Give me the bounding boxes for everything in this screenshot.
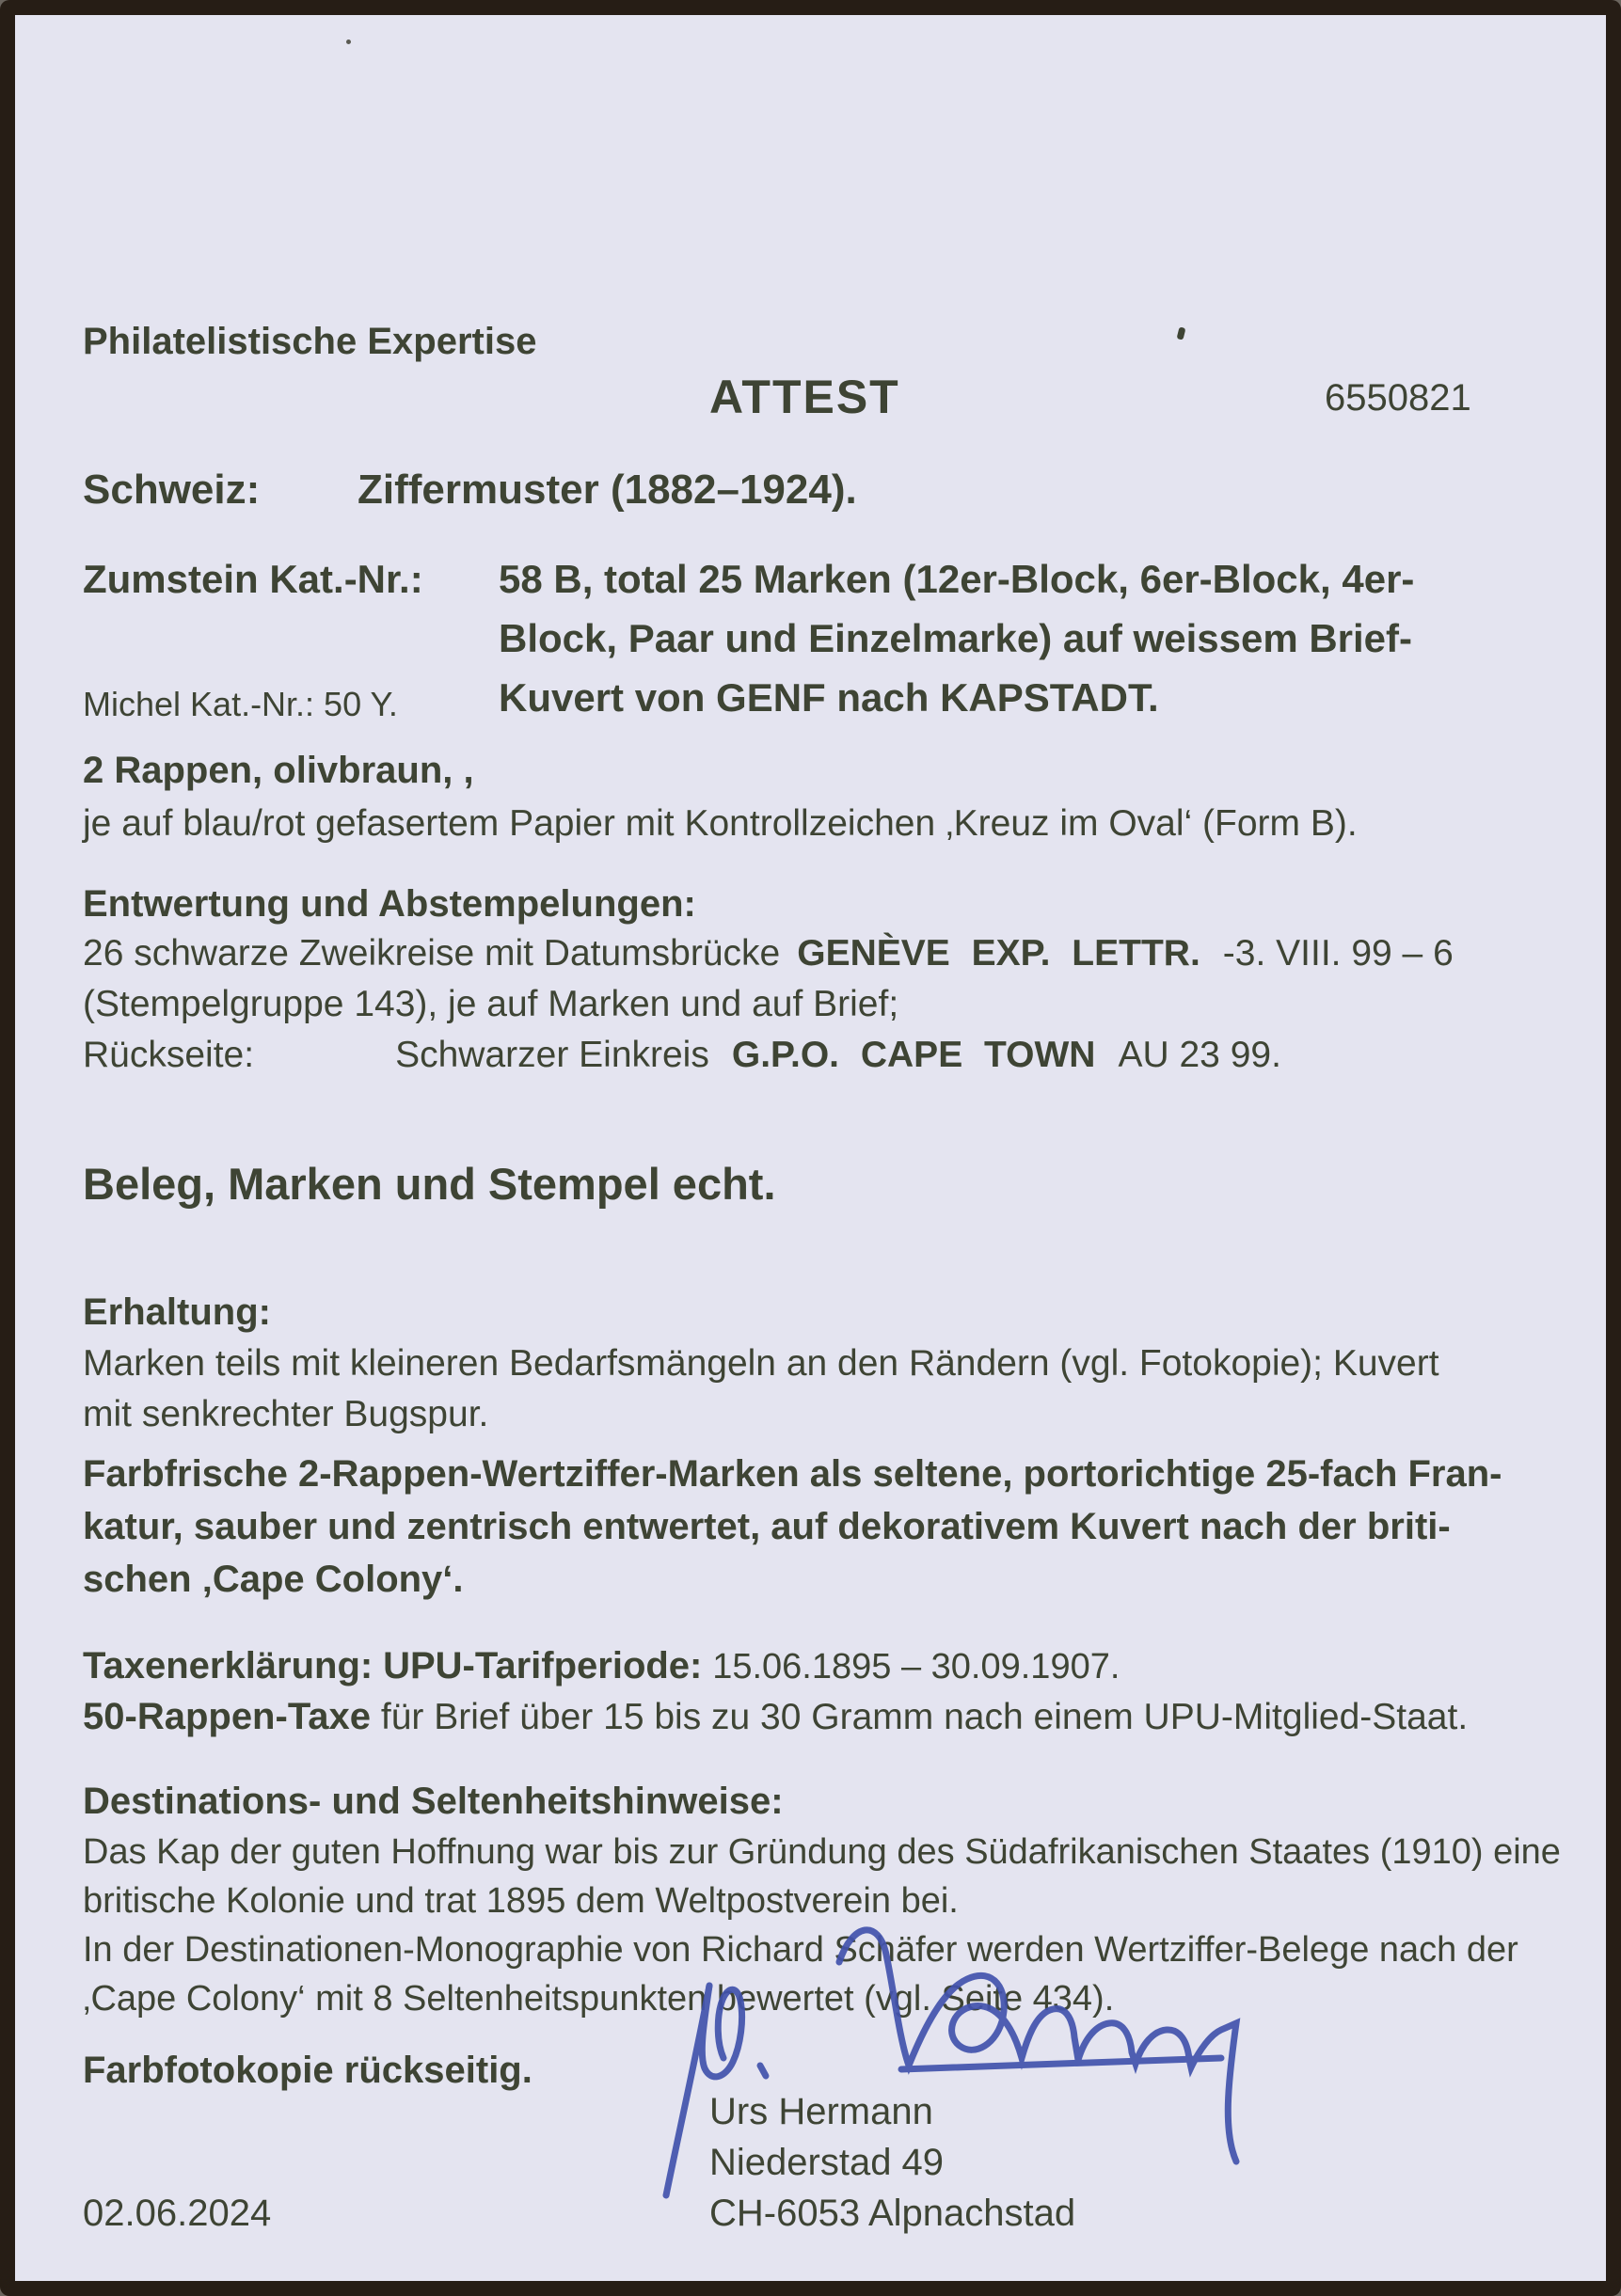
denomination: 2 Rappen, olivbraun, , xyxy=(83,750,474,791)
zumstein-description xyxy=(499,557,1414,735)
tax-rate-label: 50-Rappen-Taxe xyxy=(83,1696,372,1737)
destination-line: In der Destinationen-Monographie von Richard Schäfer werden Wertziffer-Belege nach der xyxy=(83,1930,1518,1970)
issue-date: 02.06.2024 xyxy=(83,2193,272,2234)
scan-speck xyxy=(346,40,351,44)
zumstein-line: 58 B, total 25 Marken (12er-Block, 6er-Block, 4er- xyxy=(499,557,1415,601)
condition-highlight-line: schen ‚Cape Colony‘. xyxy=(83,1559,464,1600)
signer-street: Niederstad 49 xyxy=(709,2142,945,2183)
page-title: ATTEST xyxy=(709,371,900,423)
cancellation-back-line xyxy=(83,1035,1281,1077)
condition-heading: Erhaltung: xyxy=(83,1291,271,1333)
signer-city: CH-6053 Alpnachstad xyxy=(709,2193,1076,2234)
condition-line: Marken teils mit kleineren Bedarfsmängeln an den Rändern (vgl. Fotokopie); Kuvert xyxy=(83,1343,1439,1384)
tax-period-value: 15.06.1895 – 30.09.1907. xyxy=(712,1647,1120,1686)
photocopy-note: Farbfotokopie rückseitig. xyxy=(83,2050,532,2091)
certificate-number: 6550821 xyxy=(1325,377,1471,419)
cancellation-back-label: Rückseite: xyxy=(83,1035,255,1075)
signer-name: Urs Hermann xyxy=(709,2091,933,2132)
destination-heading: Destinations- und Seltenheitshinweise: xyxy=(83,1781,784,1822)
destination-line: ‚Cape Colony‘ mit 8 Seltenheitspunkten bewertet (vgl. Seite 434). xyxy=(83,1979,1115,2019)
tax-label: Taxenerklärung: xyxy=(83,1645,373,1686)
cancellation-front-note: (Stempelgruppe 143), je auf Marken und auf Brief; xyxy=(83,984,899,1024)
condition-highlight-line: Farbfrische 2-Rappen-Wertziffer-Marken als seltene, portorichtige 25-fach Fran- xyxy=(83,1453,1502,1495)
tax-period-line xyxy=(83,1644,1120,1688)
condition-line: mit senkrechter Bugspur. xyxy=(83,1394,489,1434)
destination-line: britische Kolonie und trat 1895 dem Weltpostverein bei. xyxy=(83,1881,959,1921)
tax-rate-text: für Brief über 15 bis zu 30 Gramm nach einem UPU-Mitglied-Staat. xyxy=(380,1697,1469,1737)
cancellation-front-pre: 26 schwarze Zweikreise mit Datumsbrücke xyxy=(83,933,781,974)
scan-speck xyxy=(1177,326,1186,340)
cancellation-front-stamp: GENÈVE EXP. LETTR. xyxy=(797,933,1200,974)
zumstein-line: Block, Paar und Einzelmarke) auf weissem Brief- xyxy=(499,616,1413,660)
country-label: Schweiz: xyxy=(83,467,261,513)
cancellation-front-line xyxy=(83,933,1454,975)
zumstein-label: Zumstein Kat.-Nr.: xyxy=(83,557,423,601)
tax-rate-line xyxy=(83,1695,1468,1739)
destination-line: Das Kap der guten Hoffnung war bis zur Gründung des Südafrikanischen Staates (1910) eine xyxy=(83,1832,1561,1872)
cancellation-back-stamp: G.P.O. CAPE TOWN xyxy=(731,1035,1096,1075)
cancellation-back-pre: Schwarzer Einkreis xyxy=(395,1035,709,1075)
condition-highlight-line: katur, sauber und zentrisch entwertet, auf dekorativem Kuvert nach der briti- xyxy=(83,1506,1451,1547)
zumstein-line: Kuvert von GENF nach KAPSTADT. xyxy=(499,675,1159,720)
cancellation-heading: Entwertung und Abstempelungen: xyxy=(83,883,696,925)
cancellation-front-date: -3. VIII. 99 – 6 xyxy=(1222,933,1454,974)
tax-period-label: UPU-Tarifperiode: xyxy=(383,1645,703,1686)
paper-note: je auf blau/rot gefasertem Papier mit Kontrollzeichen ‚Kreuz im Oval‘ (Form B). xyxy=(83,803,1358,844)
authenticity-verdict: Beleg, Marken und Stempel echt. xyxy=(83,1159,776,1209)
michel-note: Michel Kat.-Nr.: 50 Y. xyxy=(83,685,398,723)
expertise-label: Philatelistische Expertise xyxy=(83,321,537,362)
series-title: Ziffermuster (1882–1924). xyxy=(358,467,857,513)
cancellation-back-date: AU 23 99. xyxy=(1118,1035,1281,1075)
